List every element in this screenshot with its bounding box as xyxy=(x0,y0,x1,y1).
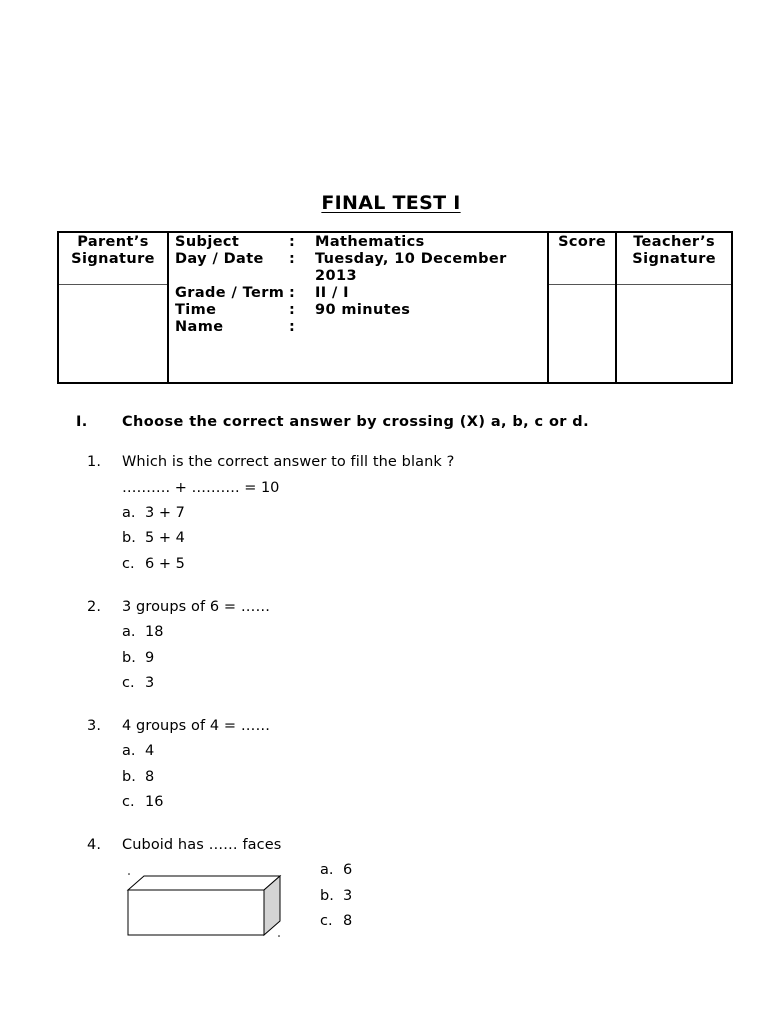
teacher-signature-cell xyxy=(616,232,732,383)
info-value-grade: II / I xyxy=(314,285,349,301)
cuboid-dot-mark xyxy=(278,935,280,937)
question-number: 4. xyxy=(87,837,102,853)
info-label-time: Time xyxy=(174,302,217,318)
question-text: 3 groups of 6 = …… xyxy=(122,599,271,615)
info-sep: : xyxy=(288,319,296,335)
option-3b[interactable]: b. 8 xyxy=(122,769,155,785)
info-value-time: 90 minutes xyxy=(314,302,411,318)
test-info-cell xyxy=(168,232,548,383)
test-title: FINAL TEST I xyxy=(321,192,461,214)
option-1b[interactable]: b. 5 + 4 xyxy=(122,530,185,546)
question-number: 1. xyxy=(87,454,102,470)
info-label-grade: Grade / Term xyxy=(174,285,285,301)
header-table xyxy=(57,231,733,384)
option-4c[interactable]: c. 8 xyxy=(320,913,353,929)
question-text: Cuboid has …… faces xyxy=(122,837,282,853)
question-text: 4 groups of 4 = …… xyxy=(122,718,271,734)
score-field[interactable] xyxy=(549,285,615,382)
test-info-grid xyxy=(169,233,547,336)
teacher-signature-label-line2: Signature xyxy=(632,251,716,267)
parent-signature-label-line1: Parent’s xyxy=(77,234,149,250)
info-sep: : xyxy=(288,234,296,250)
section-heading xyxy=(76,414,589,430)
parent-signature-cell xyxy=(58,232,168,383)
question-text: Which is the correct answer to fill the blank ? xyxy=(122,454,455,470)
option-4b[interactable]: b. 3 xyxy=(320,888,353,904)
parent-signature-field[interactable] xyxy=(59,285,167,382)
option-3a[interactable]: a. 4 xyxy=(122,743,155,759)
option-1c[interactable]: c. 6 + 5 xyxy=(122,556,185,572)
cuboid-dot-mark xyxy=(128,873,130,875)
parent-signature-label-line2: Signature xyxy=(71,251,155,267)
info-sep: : xyxy=(288,285,296,301)
option-1a[interactable]: a. 3 + 7 xyxy=(122,505,185,521)
info-label-date: Day / Date xyxy=(174,251,264,267)
option-4a[interactable]: a. 6 xyxy=(320,862,353,878)
info-value-subject: Mathematics xyxy=(314,234,425,250)
info-label-subject: Subject xyxy=(174,234,240,250)
name-field[interactable] xyxy=(315,319,547,336)
question-number: 3. xyxy=(87,718,102,734)
info-sep: : xyxy=(288,302,296,318)
section-instruction: Choose the correct answer by crossing (X) a, b, c or d. xyxy=(122,414,589,430)
option-2c[interactable]: c. 3 xyxy=(122,675,155,691)
section-number: I. xyxy=(76,414,88,430)
question-number: 2. xyxy=(87,599,102,615)
option-2b[interactable]: b. 9 xyxy=(122,650,155,666)
teacher-signature-label-line1: Teacher’s xyxy=(633,234,716,250)
teacher-signature-field[interactable] xyxy=(617,285,731,382)
info-sep: : xyxy=(288,251,296,267)
info-label-name: Name xyxy=(174,319,224,335)
cuboid-top-face xyxy=(128,876,280,890)
info-value-date: Tuesday, 10 December 2013 xyxy=(314,251,507,284)
score-label: Score xyxy=(549,233,615,285)
option-3c[interactable]: c. 16 xyxy=(122,794,164,810)
option-2a[interactable]: a. 18 xyxy=(122,624,164,640)
cuboid-front-face xyxy=(128,890,264,935)
cuboid-illustration xyxy=(124,868,284,940)
question-1-blank-equation: ………. + ………. = 10 xyxy=(122,480,280,496)
score-cell xyxy=(548,232,616,383)
